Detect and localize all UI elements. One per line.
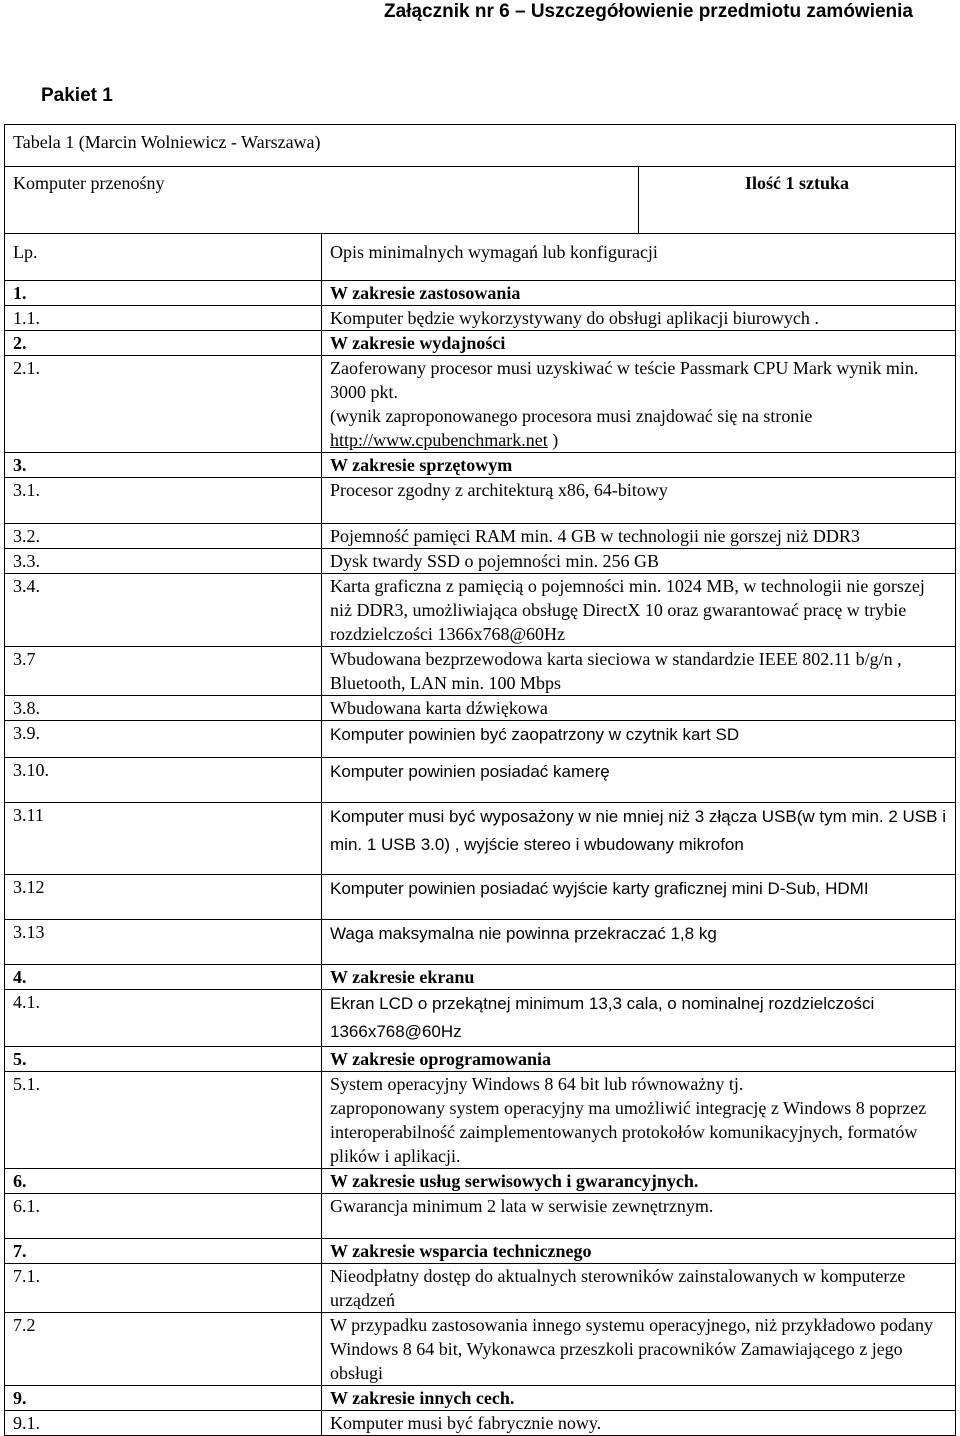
table-row bbox=[5, 647, 956, 696]
row-number: 3.2. bbox=[5, 524, 322, 549]
row-number: 3.10. bbox=[5, 758, 322, 803]
table-row bbox=[5, 356, 956, 453]
row-description bbox=[322, 647, 956, 696]
table-row bbox=[5, 453, 956, 478]
table-row bbox=[5, 758, 956, 803]
table-row bbox=[5, 875, 956, 920]
row-text: Waga maksymalna nie powinna przekraczać 1,8 kg bbox=[330, 924, 717, 943]
benchmark-link[interactable]: http://www.cpubenchmark.net bbox=[330, 430, 548, 450]
row-text: Komputer powinien posiadać kamerę bbox=[330, 762, 610, 781]
table-row bbox=[5, 1239, 956, 1264]
row-number: 4.1. bbox=[5, 990, 322, 1047]
row-number: 5. bbox=[5, 1047, 322, 1072]
row-text: Wbudowana karta dźwiękowa bbox=[330, 698, 548, 718]
row-number: 3.8. bbox=[5, 696, 322, 721]
row-text: W zakresie innych cech. bbox=[330, 1388, 515, 1408]
table-row bbox=[5, 1194, 956, 1239]
row-text: W zakresie wsparcia technicznego bbox=[330, 1241, 592, 1261]
row-description bbox=[322, 281, 956, 306]
row-description bbox=[322, 721, 956, 758]
table-row bbox=[5, 331, 956, 356]
row-description bbox=[322, 1194, 956, 1239]
row-number: 6.1. bbox=[5, 1194, 322, 1239]
document-header: Załącznik nr 6 – Uszczegółowienie przedmiotu zamówienia bbox=[384, 1, 913, 22]
row-description bbox=[322, 331, 956, 356]
row-description bbox=[322, 758, 956, 803]
row-text-2: (wynik zaproponowanego procesora musi znajdować się na stronie bbox=[330, 406, 813, 426]
row-number: 3.3. bbox=[5, 549, 322, 574]
row-description bbox=[322, 453, 956, 478]
row-number: 9. bbox=[5, 1386, 322, 1411]
row-number: 3.9. bbox=[5, 721, 322, 758]
table-row bbox=[5, 965, 956, 990]
table-row bbox=[5, 920, 956, 965]
row-number: 7. bbox=[5, 1239, 322, 1264]
row-text: W przypadku zastosowania innego systemu operacyjnego, niż przykładowo podany Windows 8 64 bit, Wykonawca przeszkoli pracowników Zamawiającego z jego obsługi bbox=[330, 1315, 933, 1383]
table-title-row bbox=[5, 125, 956, 167]
row-text: W zakresie oprogramowania bbox=[330, 1049, 551, 1069]
row-description bbox=[322, 990, 956, 1047]
row-description bbox=[322, 1264, 956, 1313]
row-number: 3. bbox=[5, 453, 322, 478]
row-text: Ekran LCD o przekątnej minimum 13,3 cala, o nominalnej rozdzielczości 1366x768@60Hz bbox=[330, 994, 875, 1041]
row-text: Wbudowana bezprzewodowa karta sieciowa w standardzie IEEE 802.11 b/g/n , Bluetooth, LAN min. 100 Mbps bbox=[330, 649, 902, 693]
row-number: 3.4. bbox=[5, 574, 322, 647]
row-description bbox=[322, 1386, 956, 1411]
row-description bbox=[322, 478, 956, 524]
row-text: Procesor zgodny z architekturą x86, 64-bitowy bbox=[330, 480, 668, 500]
row-text: Dysk twardy SSD o pojemności min. 256 GB bbox=[330, 551, 660, 571]
requirements-rows bbox=[5, 281, 956, 1436]
column-header-row bbox=[5, 234, 956, 281]
row-description bbox=[322, 356, 956, 453]
row-text: Komputer musi być wyposażony w nie mniej niż 3 złącza USB(w tym min. 2 USB i min. 1 USB 3.0) , wyjście stereo i wbudowany mikrofon bbox=[330, 807, 946, 854]
row-description bbox=[322, 1072, 956, 1169]
row-text: W zakresie usług serwisowych i gwarancyjnych. bbox=[330, 1171, 699, 1191]
row-text: System operacyjny Windows 8 64 bit lub równoważny tj. bbox=[330, 1074, 744, 1094]
row-description bbox=[322, 1313, 956, 1386]
row-description bbox=[322, 1239, 956, 1264]
row-number: 3.11 bbox=[5, 803, 322, 875]
row-number: 1. bbox=[5, 281, 322, 306]
quantity: Ilość 1 sztuka bbox=[639, 167, 956, 234]
row-description bbox=[322, 306, 956, 331]
row-text: W zakresie zastosowania bbox=[330, 283, 521, 303]
row-number: 9.1. bbox=[5, 1411, 322, 1436]
row-description bbox=[322, 920, 956, 965]
row-number: 3.12 bbox=[5, 875, 322, 920]
row-text: Komputer powinien być zaopatrzony w czytnik kart SD bbox=[330, 725, 740, 744]
row-number: 7.1. bbox=[5, 1264, 322, 1313]
col-desc: Opis minimalnych wymagań lub konfiguracji bbox=[322, 234, 956, 281]
table-row bbox=[5, 1264, 956, 1313]
row-text: Gwarancja minimum 2 lata w serwisie zewnętrznym. bbox=[330, 1196, 714, 1216]
row-text-3: ) bbox=[547, 430, 559, 450]
row-text: Zaoferowany procesor musi uzyskiwać w teście Passmark CPU Mark wynik min. 3000 pkt. bbox=[330, 358, 919, 402]
row-description bbox=[322, 524, 956, 549]
row-number: 3.7 bbox=[5, 647, 322, 696]
col-lp: Lp. bbox=[5, 234, 322, 281]
table-row bbox=[5, 574, 956, 647]
table-row bbox=[5, 1313, 956, 1386]
table-row bbox=[5, 721, 956, 758]
row-text: W zakresie sprzętowym bbox=[330, 455, 513, 475]
product-row bbox=[5, 167, 956, 234]
row-number: 4. bbox=[5, 965, 322, 990]
row-number: 7.2 bbox=[5, 1313, 322, 1386]
row-description bbox=[322, 803, 956, 875]
table-row bbox=[5, 549, 956, 574]
row-number: 5.1. bbox=[5, 1072, 322, 1169]
row-description bbox=[322, 1169, 956, 1194]
row-description bbox=[322, 1411, 956, 1436]
row-description bbox=[322, 696, 956, 721]
package-title: Pakiet 1 bbox=[41, 85, 113, 106]
table-row bbox=[5, 281, 956, 306]
row-number: 1.1. bbox=[5, 306, 322, 331]
row-description bbox=[322, 1047, 956, 1072]
table-row bbox=[5, 1047, 956, 1072]
row-description bbox=[322, 965, 956, 990]
row-number: 6. bbox=[5, 1169, 322, 1194]
row-text: Komputer powinien posiadać wyjście karty graficznej mini D-Sub, HDMI bbox=[330, 879, 869, 898]
row-number: 2. bbox=[5, 331, 322, 356]
row-text: W zakresie ekranu bbox=[330, 967, 475, 987]
row-text: Karta graficzna z pamięcią o pojemności min. 1024 MB, w technologii nie gorszej niż DDR3, umożliwiająca obsługę DirectX 10 oraz gwarantować pracę w trybie rozdzielczości 1366x768@60Hz bbox=[330, 576, 925, 644]
table-row bbox=[5, 990, 956, 1047]
table-title: Tabela 1 (Marcin Wolniewicz - Warszawa) bbox=[5, 125, 956, 167]
product-name: Komputer przenośny bbox=[5, 167, 639, 234]
table-row bbox=[5, 696, 956, 721]
row-number: 2.1. bbox=[5, 356, 322, 453]
table-row bbox=[5, 478, 956, 524]
row-description bbox=[322, 549, 956, 574]
row-text: Komputer będzie wykorzystywany do obsługi aplikacji biurowych . bbox=[330, 308, 819, 328]
row-text: Komputer musi być fabrycznie nowy. bbox=[330, 1413, 602, 1433]
row-number: 3.1. bbox=[5, 478, 322, 524]
table-row bbox=[5, 803, 956, 875]
row-text: Nieodpłatny dostęp do aktualnych sterowników zainstalowanych w komputerze urządzeń bbox=[330, 1266, 906, 1310]
table-row bbox=[5, 1072, 956, 1169]
table-row bbox=[5, 306, 956, 331]
row-description bbox=[322, 574, 956, 647]
requirements-table bbox=[4, 124, 956, 1436]
row-text-2: zaproponowany system operacyjny ma umożliwić integrację z Windows 8 poprzez interoperabilność zaimplementowanych protokołów komunikacyjnych, formatów plików i aplikacji. bbox=[330, 1098, 927, 1166]
row-text: Pojemność pamięci RAM min. 4 GB w technologii nie gorszej niż DDR3 bbox=[330, 526, 860, 546]
table-row bbox=[5, 1169, 956, 1194]
table-row bbox=[5, 1411, 956, 1436]
row-text: W zakresie wydajności bbox=[330, 333, 506, 353]
table-row bbox=[5, 1386, 956, 1411]
row-number: 3.13 bbox=[5, 920, 322, 965]
table-row bbox=[5, 524, 956, 549]
row-description bbox=[322, 875, 956, 920]
